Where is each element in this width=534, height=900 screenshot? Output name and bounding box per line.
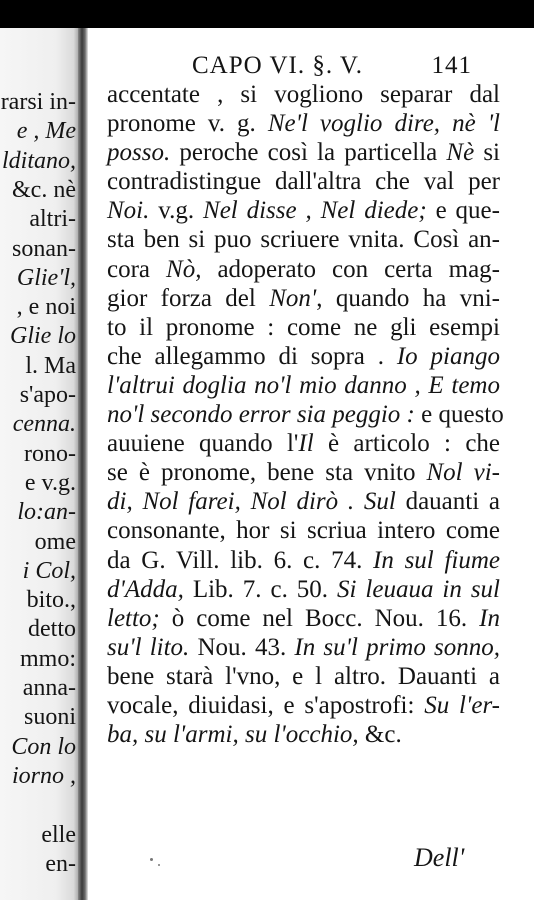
roman-text: bene starà l'vno, e l altro. Dauanti a (107, 662, 500, 690)
roman-text: peroche così la particella (170, 139, 447, 167)
left-margin-fragment: &c. nè (12, 176, 76, 203)
roman-text: sta ben si puo scriuere vnita. Così an- (107, 226, 500, 254)
text-line (107, 633, 500, 662)
running-head: CAPO VI. §. V. (192, 52, 363, 79)
left-margin-fragment: Con lo (11, 733, 76, 760)
text-line (107, 284, 500, 313)
left-margin-fragment: elle (41, 821, 76, 848)
roman-text: da G. Vill. lib. 6. c. 74. (107, 546, 374, 574)
italic-text: Su l'er- (424, 691, 500, 719)
ink-speck (158, 864, 160, 866)
left-margin-fragment: anna- (22, 675, 76, 701)
text-line (107, 662, 500, 691)
text-line (107, 604, 500, 633)
italic-text: In sul fiume (373, 546, 501, 574)
text-line (107, 516, 500, 545)
left-margin-fragment: bito., (26, 587, 76, 614)
roman-text: dauanti a (395, 488, 500, 516)
italic-text: Il (298, 430, 314, 458)
page-number: 141 (431, 52, 472, 79)
italic-text: d'Adda, (107, 575, 184, 603)
text-line (107, 691, 500, 720)
roman-text: &c. (358, 721, 402, 749)
italic-text: l'altrui doglia no'l mio danno , E temo (107, 371, 500, 399)
text-line (107, 167, 500, 196)
left-margin-fragment: rarsi in- (0, 89, 76, 115)
roman-text: , quando ha vni- (316, 284, 500, 312)
roman-text: Lib. 7. c. 50. (183, 575, 337, 603)
italic-text: Si leuaua in sul (337, 575, 500, 603)
text-line (107, 313, 500, 342)
left-margin-fragment: Glie lo (10, 323, 76, 350)
italic-text: In (479, 604, 500, 632)
italic-text: di, Nol farei, Nol dirò . (107, 488, 355, 516)
left-margin-fragment: sonan- (12, 235, 76, 262)
roman-text: è articolo : che (313, 430, 501, 458)
roman-text: che allegammo di sopra . (107, 342, 397, 370)
text-line (107, 255, 500, 284)
roman-text: consonante, hor si scriua intero come (107, 517, 500, 545)
roman-text: e questo (414, 401, 504, 429)
italic-text: Nè (446, 139, 475, 167)
left-margin-fragment: suoni (23, 704, 76, 731)
catchword: Dell' (414, 843, 465, 872)
text-line (107, 400, 504, 429)
roman-text: se è pronome, bene sta vnito (107, 459, 427, 487)
scan-top-border (0, 0, 534, 28)
italic-text: ba, su l'armi, su l'occhio, (107, 721, 359, 749)
italic-text: In su'l primo sonno, (294, 633, 501, 661)
roman-text: to il pronome : come ne gli esempi (107, 313, 500, 341)
roman-text: v.g. (149, 197, 204, 225)
text-line (107, 225, 500, 254)
italic-text: Noi. (107, 197, 150, 225)
left-margin-fragment: lo:an- (17, 499, 76, 526)
italic-text: no'l secondo error sia peggio : (107, 401, 415, 429)
left-margin-fragment: cenna. (12, 411, 76, 438)
roman-text: vocale, diuidasi, e s'apostrofi: (107, 691, 425, 719)
roman-text: e que- (426, 197, 500, 225)
italic-text: su'l lito. (107, 633, 190, 661)
italic-text: Nò, (166, 255, 202, 283)
left-margin-fragment: altri- (29, 206, 76, 233)
roman-text: gior forza del (107, 284, 270, 312)
left-margin-fragment: rono- (24, 440, 76, 467)
facing-page-edge (0, 28, 80, 900)
roman-text: cora (107, 255, 167, 283)
italic-text: Nel disse , Nel diede; (203, 197, 427, 225)
text-line (107, 429, 500, 458)
italic-text: Ne'l voglio dire, nè 'l (267, 110, 500, 138)
roman-text: adoperato con certa mag- (201, 255, 500, 283)
roman-text: ò come nel Bocc. Nou. 16. (159, 604, 480, 632)
italic-text: posso. (107, 139, 171, 167)
left-margin-fragment: l. Ma (25, 352, 76, 379)
text-line (107, 196, 500, 225)
book-gutter (78, 28, 88, 900)
left-margin-fragment: iorno , (11, 762, 76, 789)
roman-text (354, 488, 364, 515)
left-margin-fragment: mmo: (19, 645, 76, 672)
text-line (107, 575, 500, 604)
text-line (107, 371, 500, 400)
italic-text: Io piango (396, 342, 500, 370)
left-margin-fragment: e , Me (16, 118, 76, 145)
italic-text: Sul (363, 488, 396, 516)
roman-text: auuiene quando l' (107, 430, 299, 458)
left-margin-fragment: e v.g. (24, 469, 76, 496)
text-line (107, 546, 500, 575)
roman-text: Nou. 43. (189, 633, 295, 661)
left-margin-fragment: detto (28, 616, 76, 643)
roman-text: contradistingue dall'altra che val per (107, 168, 500, 196)
text-line (107, 138, 500, 167)
left-margin-fragment: , e noi (16, 294, 76, 321)
body-text (107, 80, 504, 749)
text-line (107, 342, 500, 371)
italic-text: Non' (269, 284, 317, 312)
left-margin-fragment: lditano, (1, 147, 76, 174)
left-margin-fragment: ome (34, 528, 76, 555)
text-line (107, 458, 500, 487)
text-line (107, 487, 500, 516)
left-margin-fragment: en- (45, 850, 76, 877)
left-margin-fragment: Glie'l, (16, 264, 76, 291)
text-line (107, 720, 500, 749)
text-line (107, 109, 500, 138)
roman-text: pronome v. g. (107, 110, 268, 138)
text-line (107, 80, 500, 109)
italic-text: Nol vi- (426, 459, 500, 487)
left-margin-fragment: s'apo- (19, 382, 76, 408)
ink-speck (150, 858, 153, 861)
roman-text: si (474, 139, 500, 167)
left-margin-fragment: i Col, (22, 557, 76, 584)
italic-text: letto; (107, 604, 160, 632)
roman-text: accentate , si vogliono separar dal (107, 81, 500, 108)
